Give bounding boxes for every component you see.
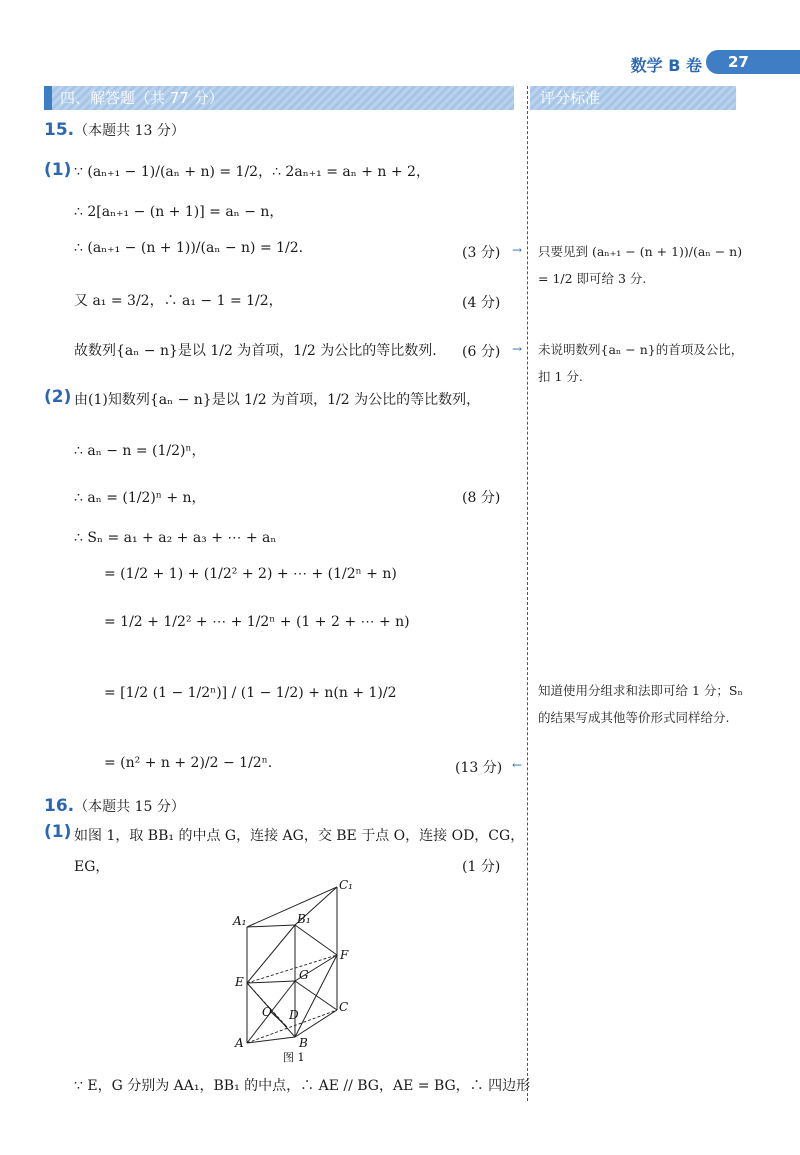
q15-number: 15. (44, 120, 75, 140)
page-number-tab: 27 (706, 50, 800, 74)
score-1: (1 分) (462, 859, 501, 875)
scoring-note-3: 知道使用分组求和法即可给 1 分；Sₙ 的结果写成其他等价形式同样给分. (538, 683, 743, 725)
label-f: F (340, 948, 349, 962)
scoring-note-2: 未说明数列{aₙ − n}的首项及公比，扣 1 分. (538, 342, 744, 384)
prism-figure (225, 875, 360, 1070)
q15-p2-line7: = [1/2 (1 − 1/2ⁿ)] / (1 − 1/2) + n(n + 1)/2 (104, 685, 397, 701)
note-arrow-icon: ← (512, 758, 523, 772)
scoring-note-1: 只要见到 (aₙ₊₁ − (n + 1))/(aₙ − n) = 1/2 即可给 3 分. (538, 244, 743, 286)
q16-part1-label: (1) (44, 822, 72, 842)
label-g: G (299, 968, 309, 982)
q16-p1-line2: EG， (74, 859, 110, 875)
score-4: (4 分) (462, 295, 501, 311)
dashed-e-f (247, 955, 337, 983)
q15-part1-label: (1) (44, 160, 72, 180)
score-8: (8 分) (462, 490, 501, 506)
q15-p2-line6: = 1/2 + 1/2² + ⋯ + 1/2ⁿ + (1 + 2 + ⋯ + n) (104, 614, 410, 630)
segment-e-g (247, 981, 295, 983)
label-e: E (235, 975, 244, 989)
label-b: B (299, 1036, 308, 1050)
q15-p1-line3: ∴ (aₙ₊₁ − (n + 1))/(aₙ − n) = 1/2. (74, 240, 304, 256)
q15-p1-line5: 故数列{aₙ − n}是以 1/2 为首项，1/2 为公比的等比数列. (74, 343, 437, 359)
q15-p1-line4: 又 a₁ = 3/2，∴ a₁ − 1 = 1/2， (74, 293, 283, 309)
label-a1: A₁ (233, 914, 247, 928)
score-6: (6 分) (462, 344, 501, 360)
label-o: O (262, 1005, 272, 1019)
score-3: (3 分) (462, 245, 501, 261)
figure-caption: 图 1 (283, 1051, 305, 1064)
q16-last-line: ∵ E，G 分别为 AA₁，BB₁ 的中点，∴ AE // BG，AE = BG，∴ 四边形 (74, 1078, 531, 1094)
segment-b1-f (295, 925, 337, 955)
q16-number: 16. (44, 796, 75, 816)
q15-p2-line1: 由(1)知数列{aₙ − n}是以 1/2 为首项，1/2 为公比的等比数列， (74, 392, 481, 408)
label-c: C (339, 1000, 349, 1014)
q15-heading (44, 120, 185, 140)
segment-e-b1 (247, 925, 295, 983)
note-arrow-icon: → (512, 243, 523, 257)
q15-p1-line1: ∵ (aₙ₊₁ − 1)/(aₙ + n) = 1/2，∴ 2aₙ₊₁ = aₙ + n + 2， (74, 164, 430, 180)
edge-a1-b1 (247, 925, 295, 927)
label-d: D (289, 1008, 299, 1022)
edge-a1-c1 (247, 887, 337, 927)
label-c1: C₁ (339, 878, 353, 892)
q16-points: （本题共 15 分） (74, 799, 185, 815)
note-arrow-icon: → (512, 342, 523, 356)
q15-p2-line8: = (n² + n + 2)/2 − 1/2ⁿ. (104, 755, 273, 771)
q15-p2-line5: = (1/2 + 1) + (1/2² + 2) + ⋯ + (1/2ⁿ + n) (104, 566, 397, 582)
column-divider (527, 86, 528, 1101)
q16-heading (44, 796, 185, 816)
score-13: (13 分) (455, 760, 503, 776)
q15-p2-line4: ∴ Sₙ = a₁ + a₂ + a₃ + ⋯ + aₙ (74, 530, 277, 546)
section-title: 四、解答题（共 77 分） (44, 86, 514, 110)
standards-title: 评分标准 (530, 86, 736, 110)
q15-points: （本题共 13 分） (74, 123, 185, 139)
subject-label: 数学 B 卷 (630, 56, 702, 75)
q15-p2-line2: ∴ aₙ − n = (1/2)ⁿ， (74, 443, 206, 459)
label-a: A (235, 1036, 244, 1050)
label-b1: B₁ (297, 912, 311, 926)
q15-p2-line3: ∴ aₙ = (1/2)ⁿ + n， (74, 490, 206, 506)
q16-p1-line1: 如图 1，取 BB₁ 的中点 G，连接 AG，交 BE 于点 O，连接 OD，CG， (74, 828, 525, 844)
q15-part2-label: (2) (44, 387, 72, 407)
q15-p1-line2: ∴ 2[aₙ₊₁ − (n + 1)] = aₙ − n， (74, 204, 284, 220)
